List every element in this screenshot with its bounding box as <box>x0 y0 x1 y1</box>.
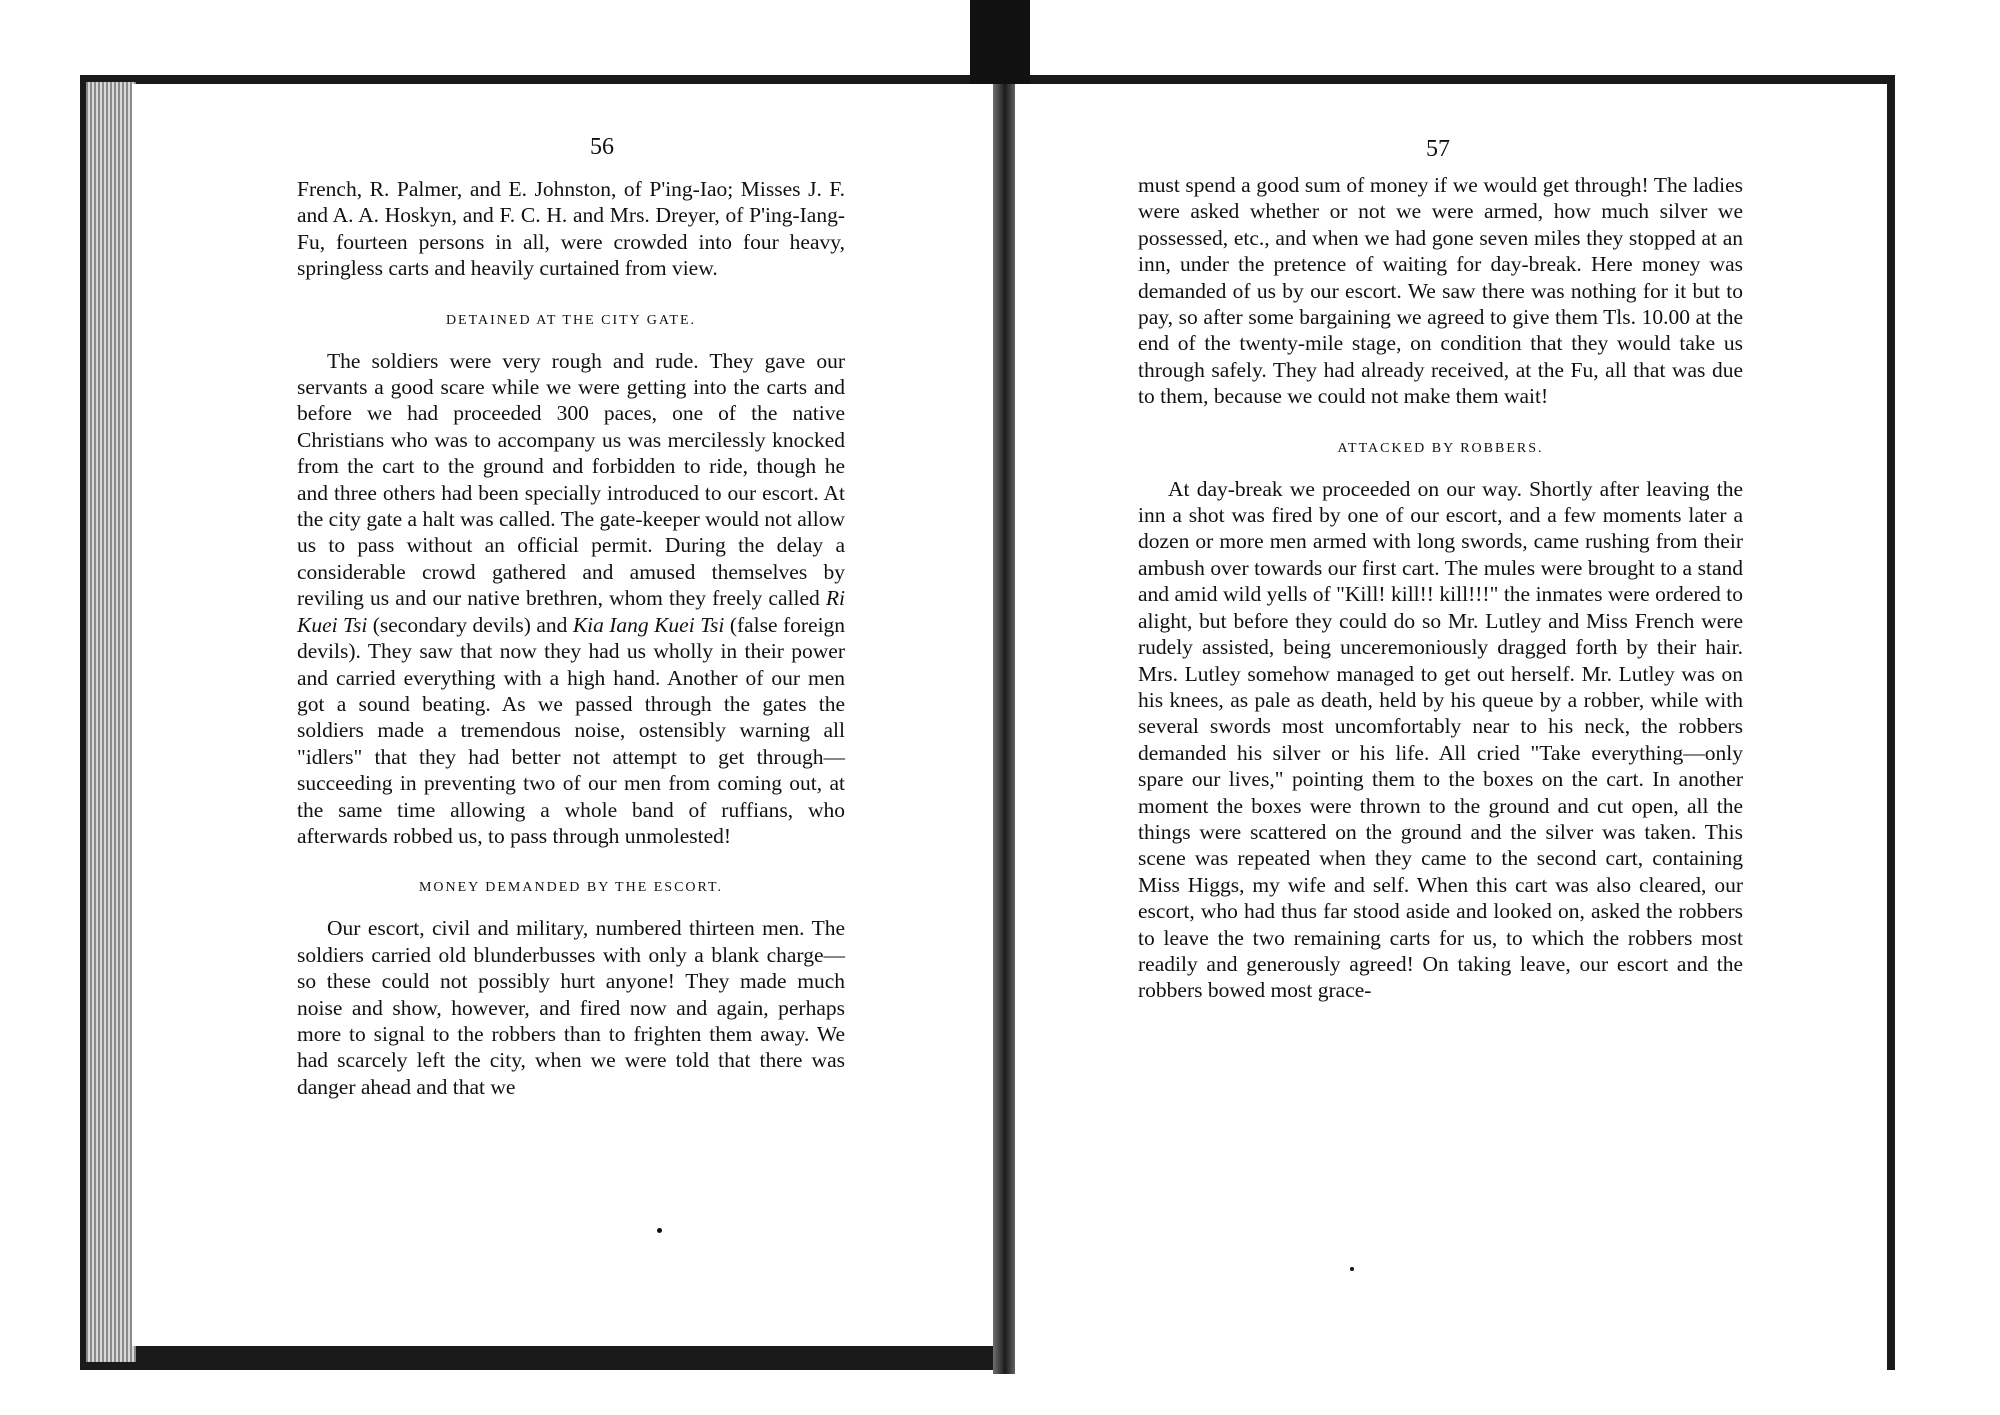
term-ri-kuei-tsi: Ri Kuei Tsi <box>297 586 846 637</box>
book-gutter <box>993 84 1017 1374</box>
left-paragraph-money: Our escort, civil and military, numbered thirteen men. The soldiers carried old blunderbusses with only a blank charge—so these could not possibly hurt anyone! They made much noise and show, however, and fired now and again, perhaps more to signal to the robbers than to frighten them away. We had scarcely left the city, when we were told that there was danger ahead and that we <box>297 916 845 1099</box>
left-para-1c: (false foreign devils). They saw that now they had us wholly in their power and carried everything with a high hand. Another of our men got a sound beating. As we passed through the gates the soldiers made a tremendous noise, ostensibly warning all "idlers" that they had better not attempt to get through—succeeding in preventing two of our men from coming out, at the same time allowing a whole band of ruffians, who afterwards robbed us, to pass through unmolested! <box>297 612 846 848</box>
right-heading-attacked: ATTACKED BY ROBBERS. <box>1337 440 1544 456</box>
left-page-number: 56 <box>590 134 614 160</box>
right-page <box>1015 84 1887 1374</box>
page-speck <box>657 1228 662 1233</box>
page-edges <box>86 82 136 1362</box>
term-kia-iang-kuei-tsi: Kia Iang Kuei Tsi <box>572 612 725 637</box>
left-page <box>132 84 997 1346</box>
left-heading-detained: DETAINED AT THE CITY GATE. <box>445 312 697 328</box>
page-speck <box>1350 1267 1354 1271</box>
left-opening-paragraph: French, R. Palmer, and E. Johnston, of P'ing-Iao; Misses J. F. and A. A. Hoskyn, and F. C. H. and Mrs. Dreyer, of P'ing-Iang-Fu, fourteen persons in all, were crowded into four heavy, springless carts and heavily curtained from view. <box>297 177 845 281</box>
right-paragraph-attacked: At day-break we proceeded on our way. Shortly after leaving the inn a shot was fired by one of our escort, and a few moments later a dozen or more men armed with long swords, came rushing from their ambush over towards our first cart. The mules were brought to a stand and amid wild yells of "Kill! kill!! kill!!!" the inmates were ordered to alight, but before they could do so Mr. Lutley and Miss French were rudely assisted, being unceremoniously dragged forth by their hair. Mrs. Lutley somehow managed to get out herself. Mr. Lutley was on his knees, as pale as death, held by his queue by a robber, while with several swords most uncomfortably near to his neck, the robbers demanded his silver or his life. All cried "Take everything—only spare our lives," pointing them to the boxes on the cart. In another moment the boxes were thrown to the ground and cut open, all the things were scattered on the ground and the silver was taken. This scene was repeated when they came to the second cart, containing Miss Higgs, my wife and self. When this cart was also cleared, our escort, who had thus far stood aside and looked on, asked the robbers to leave the two remaining carts for us, to which the robbers most readily and generously agreed! On taking leave, our escort and the robbers bowed most grace- <box>1138 476 1743 1003</box>
left-paragraph-detained <box>297 348 845 850</box>
right-page-text <box>1138 172 1743 1004</box>
left-page-text <box>297 176 845 1100</box>
book-spine <box>970 0 1030 90</box>
left-para-1a: The soldiers were very rough and rude. They gave our servants a good scare while we were getting into the carts and before we had proceeded 300 paces, one of the native Christians who was to accompany us was mercilessly knocked from the cart to the ground and forbidden to ride, though he and three others had been specially introduced to our escort. At the city gate a halt was called. The gate-keeper would not allow us to pass without an official permit. During the delay a considerable crowd gathered and amused themselves by reviling us and our native brethren, whom they freely called <box>297 348 845 611</box>
left-heading-money: MONEY DEMANDED BY THE ESCORT. <box>418 880 724 896</box>
right-opening-paragraph: must spend a good sum of money if we would get through! The ladies were asked whether or not we were armed, how much silver we possessed, etc., and when we had gone seven miles they stopped at an inn, under the pretence of waiting for day-break. Here money was demanded of us by our escort. We saw there was nothing for it but to pay, so after some bargaining we agreed to give them Tls. 10.00 at the end of the twenty-mile stage, on condition that they would take us through safely. They had already received, at the Fu, all that was due to them, because we could not make them wait! <box>1138 173 1743 409</box>
right-page-number: 57 <box>1426 136 1450 162</box>
left-para-1b: (secondary devils) and <box>372 612 568 637</box>
